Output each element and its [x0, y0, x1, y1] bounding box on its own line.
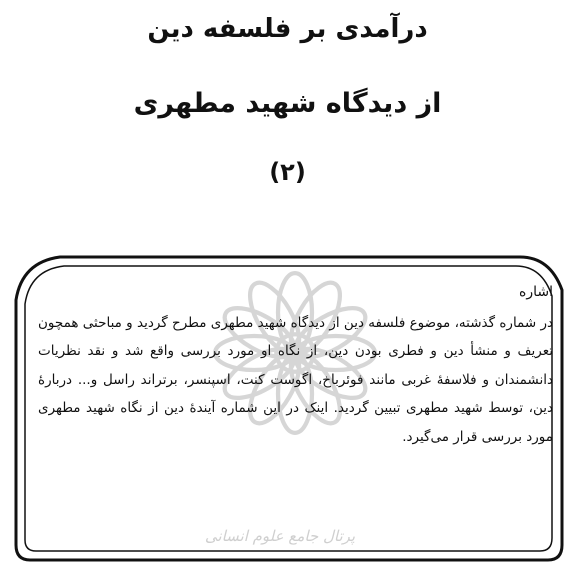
- abstract-heading: اشاره: [519, 284, 553, 300]
- part-number: (۲): [269, 158, 306, 186]
- abstract-body: در شماره گذشته، موضوع فلسفه دین از دیدگاه شهید مطهری مطرح گردید و مباحثی همچون تعریف و منشأ دین و فطری بودن دین، از نگاه او مورد بررسی واقع شد و نقد نظریات دانشمندان و فلاسفهٔ غربی مانند فوئرباخ، اگوست کنت، اسپنسر، برتراند راسل و... دربارهٔ دین، توسط شهید مطهری تبیین گردید. اینک در این شماره آیندهٔ دین از نگاه شهید مطهری مورد بررسی قرار می‌گیرد.: [37, 314, 553, 445]
- article-title: از دیدگاه شهید مطهری: [133, 88, 442, 119]
- watermark-text: پرتال جامع علوم انسانی: [204, 527, 356, 545]
- series-title: درآمدی بر فلسفه دین: [147, 14, 428, 44]
- abstract-box: [38, 278, 553, 451]
